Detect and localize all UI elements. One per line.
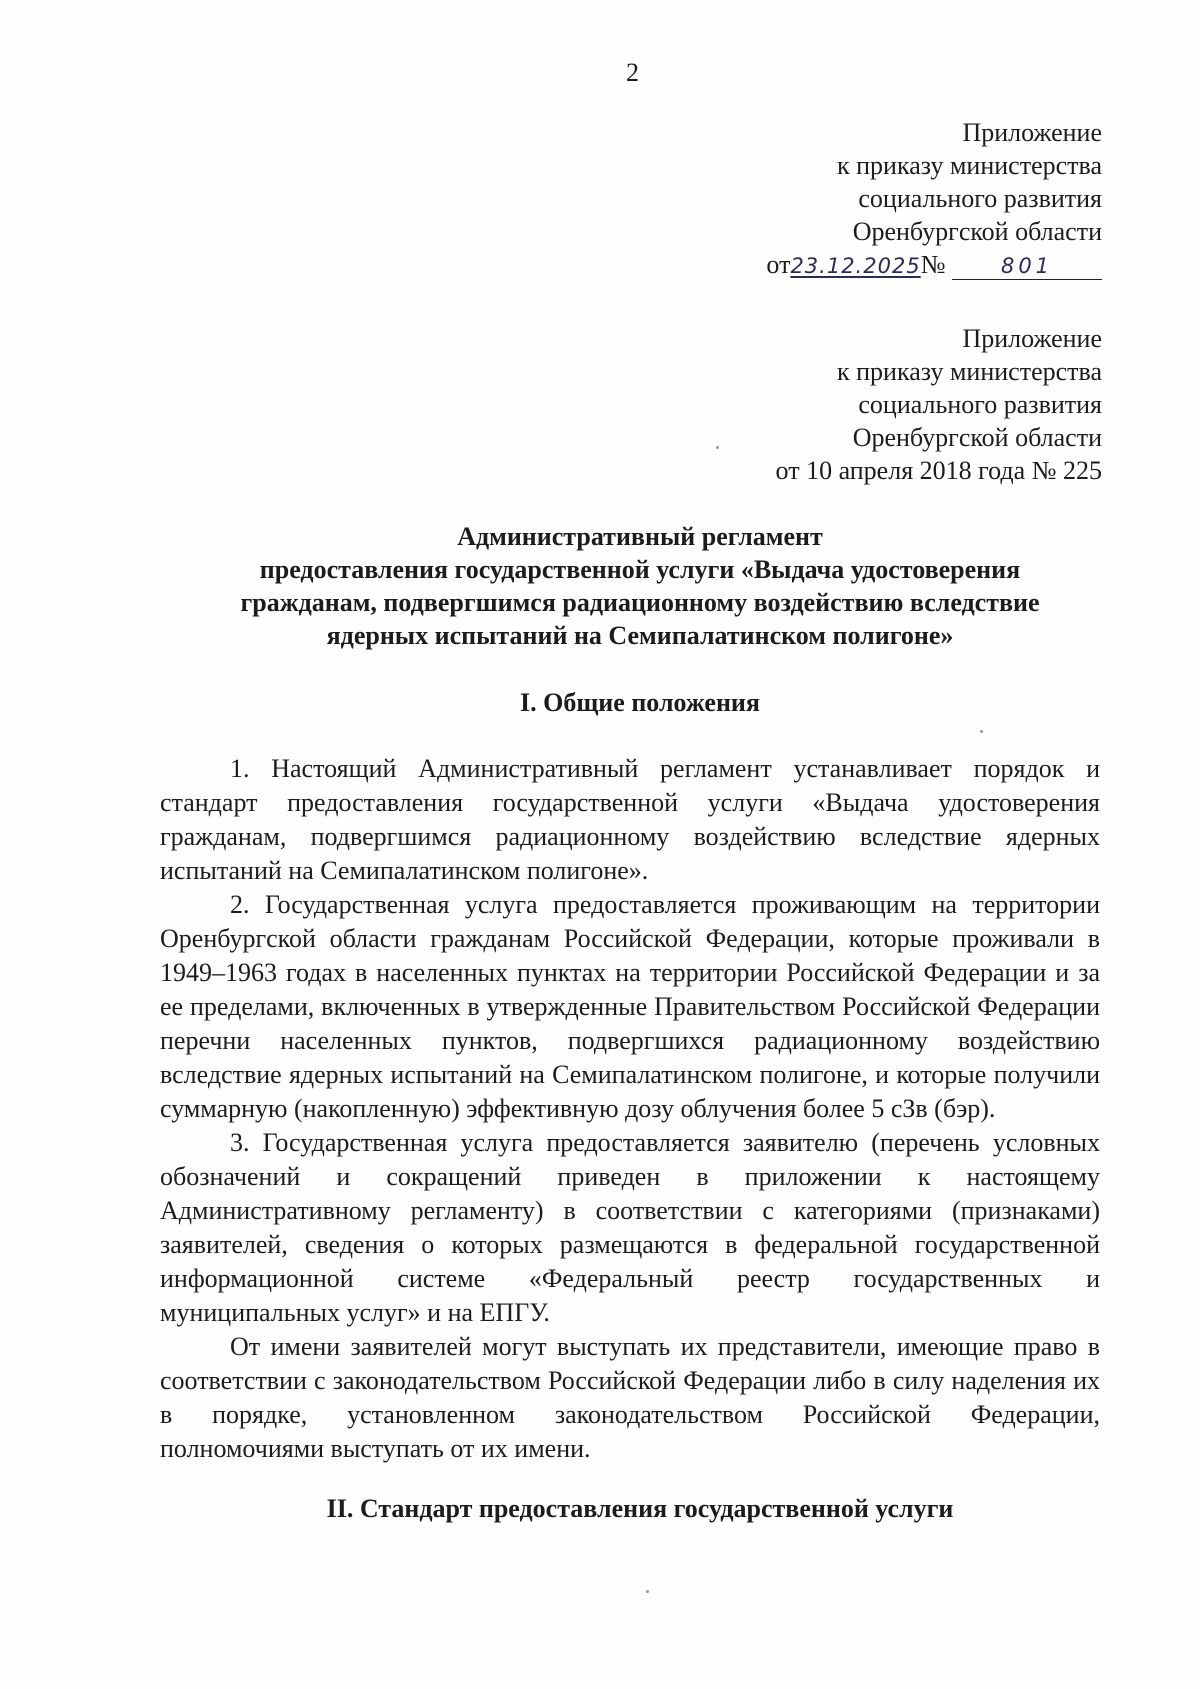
document-title: [160, 520, 1120, 652]
paragraph-4: От имени заявителей могут выступать их представители, имеющие право в соответствии с законодательством Российской Федерации либо в силу наделения их в порядке, установленном законодательством Российской Федерации, полномочиями выступать от их имени.: [160, 1332, 1100, 1463]
annex-number-handwritten: 801: [952, 253, 1102, 280]
annex-current-line-2: к приказу министерства: [837, 151, 1102, 180]
annex-current-line-4: Оренбургской области: [852, 217, 1102, 246]
annex-original-line-2: к приказу министерства: [837, 357, 1102, 386]
annex-number-sign: №: [920, 250, 946, 279]
paragraph-1: 1. Настоящий Административный регламент устанавливает порядок и стандарт предоставления государственной услуги «Выдача удостоверения гражданам, подвергшимся радиационному воздействию вследствие ядерных испытаний на Семипалатинском полигоне».: [160, 754, 1100, 885]
section-heading-standard: II. Стандарт предоставления государственной услуги: [326, 1494, 954, 1523]
title-line-3: гражданам, подвергшимся радиационному воздействию вследствие: [240, 588, 1040, 617]
title-line-4: ядерных испытаний на Семипалатинском полигоне»: [326, 621, 954, 650]
annex-date-prefix: от: [766, 250, 791, 279]
annex-date-handwritten: 23.12.2025: [790, 254, 921, 278]
title-line-2: предоставления государственной услуги «Выдача удостоверения: [259, 555, 1021, 584]
annex-original-line-5: от 10 апреля 2018 года № 225: [775, 456, 1102, 485]
annex-block-current: [622, 116, 1102, 283]
paragraph-2: 2. Государственная услуга предоставляется проживающим на территории Оренбургской области гражданам Российской Федерации, которые проживали в 1949–1963 годах в населенных пунктах на территории Российской Федерации и за ее пределами, включенных в утвержденные Правительством Российской Федерации перечни населенных пунктов, подвергшихся радиационному воздействию вследствие ядерных испытаний на Семипалатинском полигоне, и которые получили суммарную (накопленную) эффективную дозу облучения более 5 сЗв (бэр).: [160, 890, 1100, 1123]
annex-current-line-1: Приложение: [962, 118, 1102, 147]
scan-speck: [716, 446, 719, 449]
title-line-1: Административный регламент: [457, 522, 823, 551]
annex-current-line-3: социального развития: [858, 184, 1102, 213]
scan-speck: [646, 1590, 649, 1593]
section-body-general: [160, 752, 1100, 1466]
section-heading-general: I. Общие положения: [520, 688, 760, 717]
annex-original-line-4: Оренбургской области: [852, 423, 1102, 452]
annex-original-line-3: социального развития: [858, 390, 1102, 419]
annex-original-line-1: Приложение: [962, 324, 1102, 353]
annex-block-original: [622, 322, 1102, 487]
paragraph-3: 3. Государственная услуга предоставляется заявителю (перечень условных обозначений и сокращений приведен в приложении к настоящему Административному регламенту) в соответствии с категориями (признаками) заявителей, сведения о которых размещаются в федеральной государственной информационной системе «Федеральный реестр государственных и муниципальных услуг» и на ЕПГУ.: [160, 1128, 1100, 1327]
annex-current-date-line: [622, 248, 1102, 283]
scan-speck: [980, 730, 983, 733]
page-number: 2: [626, 58, 639, 87]
